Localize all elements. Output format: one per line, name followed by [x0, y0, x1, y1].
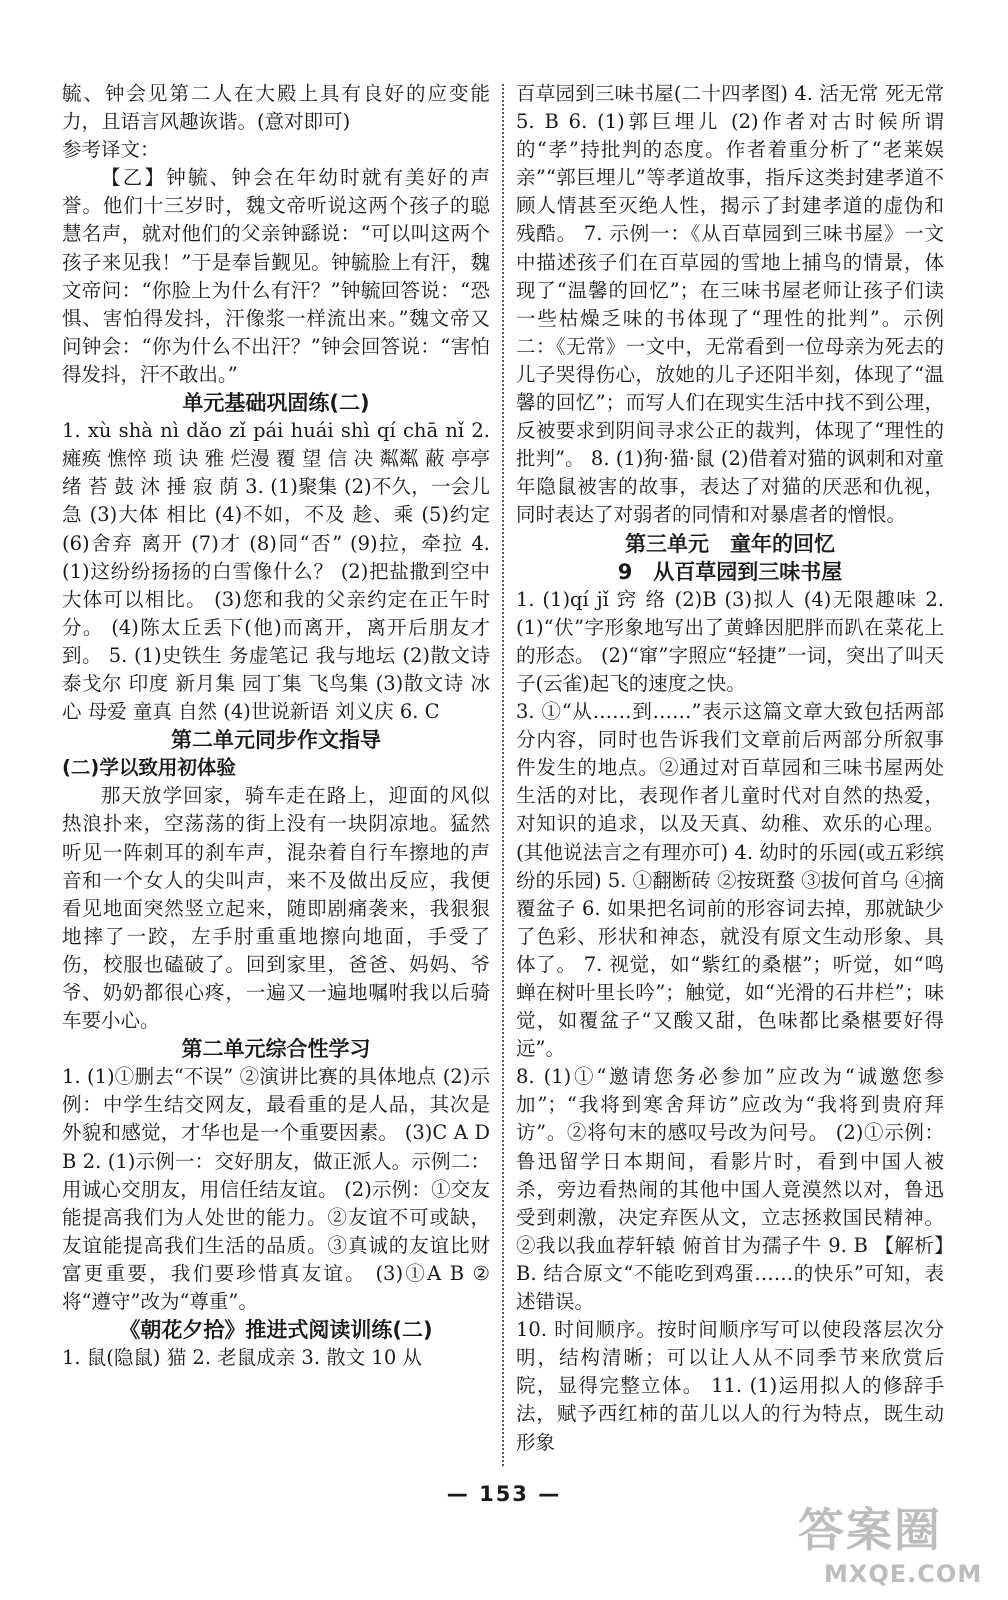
paragraph: 1. 鼠(隐鼠) 猫 2. 老鼠成亲 3. 散文 10 从	[62, 1346, 422, 1370]
paragraph: 3. ①“从……到……”表示这篇文章大致包括两部分内容，同时也告诉我们文章前后两部分所叙事件发生的地点。②通过对百草园和三味书屋两处生活的对比，表现作者儿童时代对自然的热爱，对知识的追求，以及天真、幼稚、欢乐的心理。(其他说法言之有理亦可) 4. 幼时的乐园(或五彩缤纷的乐园) 5. ①翻断砖 ②按斑蝥 ③拔何首乌 ④摘覆盆子 6. 如果把名词前的形容词去掉，那就缺少了色彩、形状和神态，就没有原文生动形象、具体了。 7. 视觉，如“紫红的桑椹”；听觉，如“鸣蝉在树叶里长吟”；触觉，如“光滑的石井栏”；味觉，如覆盆子“又酸又甜，色味都比桑椹要好得远”。	[516, 700, 944, 1061]
watermark-url: MXQE.COM	[824, 1560, 983, 1588]
watermark-text: 答案圈	[798, 1503, 942, 1557]
section-heading: 单元基础巩固练(二)	[182, 391, 370, 416]
paragraph: 毓、钟会见第二人在大殿上具有良好的应变能力，且语言风趣诙谐。(意对即可)	[62, 82, 490, 134]
paragraph: 百草园到三味书屋(二十四孝图) 4. 活无常 死无常 5. B 6. (1)郭巨埋儿 (2)作者对古时候所谓的“孝”持批判的态度。作者着重分析了“老莱娱亲”“郭巨埋儿”等孝道故事，指斥这类封建孝道不顾人情甚至灭绝人性，揭示了封建孝道的虚伪和残酷。 7. 示例一：《从百草园到三味书屋》一文中描述孩子们在百草园的雪地上捕鸟的情景，体现了“温馨的回忆”；在三味书屋老师让孩子们读一些枯燥乏味的书体现了“理性的批判”。示例二：《无常》一文中，无常看到一位母亲为死去的儿子哭得伤心，放她的儿子还阳半刻，体现了“温馨的回忆”；而写人们在现实生活中找不到公理，反被要求到阴间寻求公正的裁判，体现了“理性的批判”。 8. (1)狗·猫·鼠 (2)借着对猫的讽刺和对童年隐鼠被害的故事，表达了对猫的厌恶和仇视，同时表达了对弱者的同情和对暴虐者的憎恨。	[516, 82, 944, 527]
section-heading: 《朝花夕拾》推进式阅读训练(二)	[119, 1318, 433, 1343]
left-column	[62, 80, 490, 1372]
paragraph: 参考译文：	[62, 138, 160, 162]
paragraph: 那天放学回家，骑车走在路上，迎面的风似热浪扑来，空荡荡的街上没有一块阴凉地。猛然听见一阵刺耳的刹车声，混杂着自行车擦地的声音和一个女人的尖叫声，来不及做出反应，我便看见地面突然竖立起来，随即剧痛袭来，我狠狠地摔了一跤，左手肘重重地擦向地面，手受了伤，校服也磕破了。回到家里，爸爸、妈妈、爷爷、奶奶都很心疼，一遍又一遍地嘱咐我以后骑车要小心。	[62, 784, 490, 1033]
unit-heading: 第三单元 童年的回忆	[625, 531, 835, 556]
section-heading: 第二单元同步作文指导	[171, 728, 381, 753]
paragraph: 8. (1)①“邀请您务必参加”应改为“诚邀您参加”；“我将到寒舍拜访”应改为“我将到贵府拜访”。②将句末的感叹号改为问号。 (2)①示例：鲁迅留学日本期间，看影片时，看到中国人被杀，旁边看热闹的其他中国人竟漠然以对，鲁迅受到刺激，决定弃医从文，立志拯救国民精神。 ②我以我血荐轩辕 俯首甘为孺子牛 9. B 【解析】B. 结合原文“不能吃到鸡蛋……的快乐”可知，表述错误。	[516, 1065, 944, 1314]
right-column	[516, 80, 944, 1457]
paragraph: 10. 时间顺序。按时间顺序写可以使段落层次分明，结构清晰；可以让人从不同季节来欣赏后院，显得完整立体。 11. (1)运用拟人的修辞手法，赋予西红柿的苗儿以人的行为特点，既生动形象	[516, 1318, 944, 1454]
paragraph: 1. (1)qí jǐ 窍 络 (2)B (3)拟人 (4)无限趣味 2. (1)“伏”字形象地写出了黄蜂因肥胖而趴在菜花上的形态。 (2)“窜”字照应“轻捷”一词，突出了叫天子(云雀)起飞的速度之快。	[516, 587, 944, 695]
section-heading: 第二单元综合性学习	[181, 1037, 371, 1062]
column-divider	[502, 84, 504, 1466]
lesson-heading: 9 从百草园到三味书屋	[617, 559, 843, 584]
paragraph: 1. (1)①删去“不误” ②演讲比赛的具体地点 (2)示例：中学生结交网友，最看重的是人品，其次是外貌和感觉，才华也是一个重要因素。 (3)C A D B 2. (1)示例一：交好朋友，做正派人。示例二：用诚心交朋友，用信任结友谊。 (2)示例：①交友能提高我们为人处世的能力。②友谊不可或缺，友谊能提高我们生活的品质。③真诚的友谊比财富更重要，我们要珍惜真友谊。 (3)①A B ②将“遵守”改为“尊重”。	[62, 1065, 490, 1314]
paragraph: 【乙】钟毓、钟会在年幼时就有美好的声誉。他们十三岁时，魏文帝听说这两个孩子的聪慧名声，就对他们的父亲钟繇说：“可以叫这两个孩子来见我！”于是奉旨觐见。钟毓脸上有汗，魏文帝问：“你脸上为什么有汗？”钟毓回答说：“恐惧、害怕得发抖，汗像浆一样流出来。”魏文帝又问钟会：“你为什么不出汗？”钟会回答说：“害怕得发抖，汗不敢出。”	[62, 166, 490, 386]
paragraph: 1. xù shà nì dǎo zǐ pái huái shì qí chā nǐ 2. 瘫痪 憔悴 琐 诀 雅 烂漫 覆 望 信 决 粼粼 蔽 亭亭 绪 苔 鼓 沐 捶 寂 荫 3. (1)聚集 (2)不久，一会儿 急 (3)大体 相比 (4)不如，不及 趁、乘 (5)约定 (6)舍弃 离开 (7)才 (8)同“否” (9)拉，牵拉 4. (1)这纷纷扬扬的白雪像什么？ (2)把盐撒到空中大体可以相比。 (3)您和我的父亲约定在正午时分。 (4)陈太丘丢下(他)而离开，离开后朋友才到。 5. (1)史铁生 务虚笔记 我与地坛 (2)散文诗 泰戈尔 印度 新月集 园丁集 飞鸟集 (3)散文诗 冰心 母爱 童真 自然 (4)世说新语 刘义庆 6. C	[62, 419, 490, 724]
page-number: — 153 —	[446, 1482, 562, 1506]
subsection-heading: (二)学以致用初体验	[62, 756, 236, 780]
watermark-logo	[798, 1494, 998, 1594]
